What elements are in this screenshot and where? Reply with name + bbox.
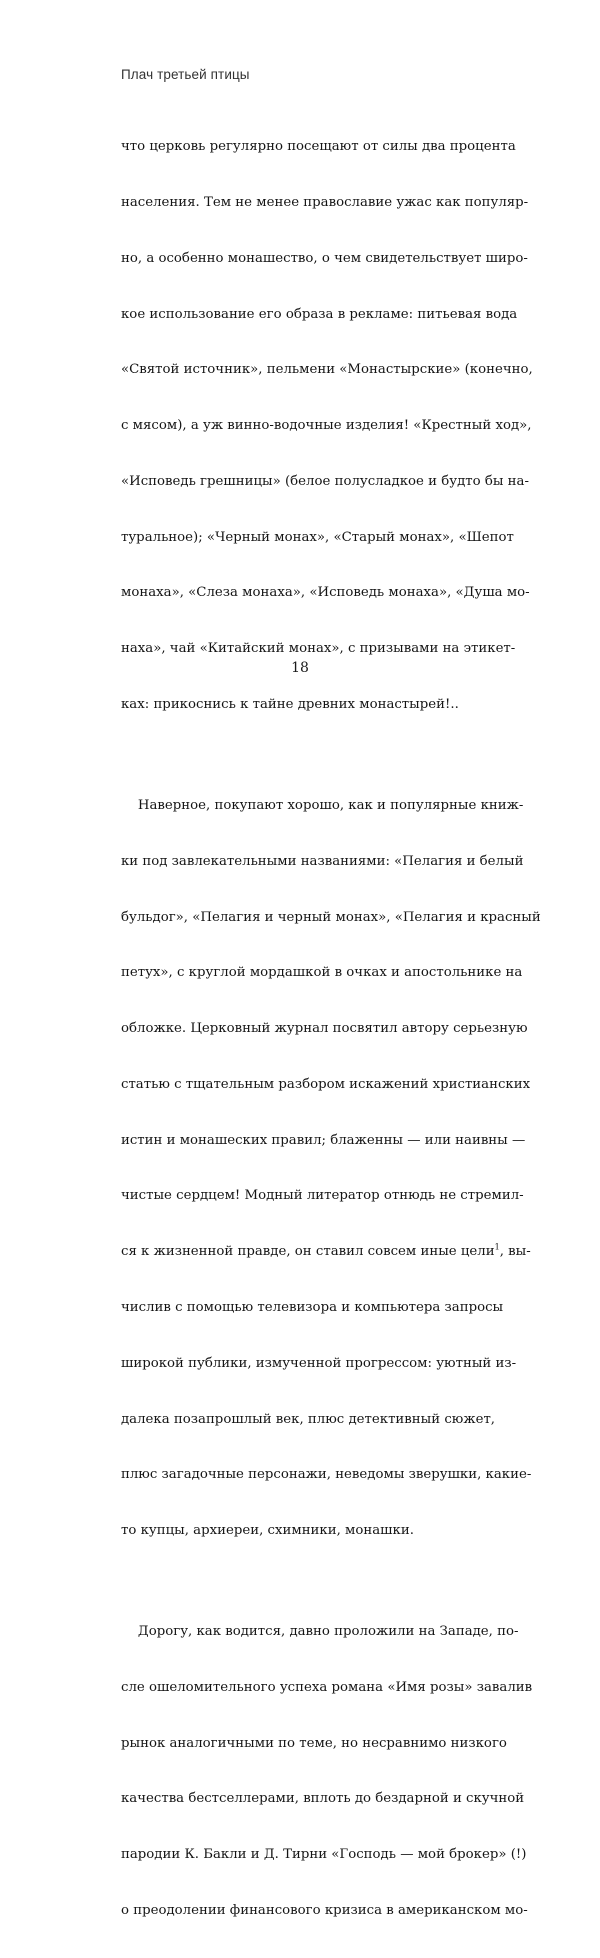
text-segment: ся к жизненной правде, он ставил совсем иные цели (121, 1244, 495, 1260)
paragraph-2 (121, 760, 541, 1578)
paragraph-1 (121, 101, 533, 752)
text-line-with-footnote (121, 1242, 531, 1262)
text-line: но, а особенно монашество, о чем свидетельствует широ- (121, 250, 528, 266)
text-line: обложке. Церковный журнал посвятил автору серьезную (121, 1021, 528, 1037)
text-line: ках: прикоснись к тайне древних монастырей!.. (121, 697, 459, 712)
text-line: Наверное, покупают хорошо, как и популярные книж- (121, 797, 524, 813)
text-line: монаха», «Слеза монаха», «Исповедь монаха», «Душа мо- (121, 585, 530, 601)
text-line: «Святой источник», пельмени «Монастырские» (конечно, (121, 362, 533, 378)
text-line: кое использование его образа в рекламе: питьевая вода (121, 306, 518, 322)
text-line: то купцы, архиереи, схимники, монашки. (121, 1523, 414, 1539)
text-line: плюс загадочные персонажи, неведомы зверушки, какие- (121, 1467, 532, 1483)
text-segment: , вы- (499, 1244, 531, 1260)
text-line: ки под завлекательными названиями: «Пелагия и белый (121, 853, 524, 869)
text-line: «Исповедь грешницы» (белое полусладкое и будто бы на- (121, 473, 529, 489)
text-line: с мясом), а уж винно-водочные изделия! «Крестный ход», (121, 418, 532, 434)
text-line: статью с тщательным разбором искажений христианских (121, 1076, 531, 1092)
text-line: сле ошеломительного успеха романа «Имя розы» завалив (121, 1679, 533, 1695)
body-text (121, 101, 541, 1958)
paragraph-3 (121, 1586, 533, 1958)
text-line: Дорогу, как водится, давно проложили на Западе, по- (121, 1624, 519, 1640)
text-line: широкой публики, измученной прогрессом: уютный из- (121, 1355, 517, 1371)
text-line: туральное); «Черный монах», «Старый монах», «Шепот (121, 529, 514, 545)
text-line: чистые сердцем! Модный литератор отнюдь не стремил- (121, 1188, 524, 1204)
text-line: о преодолении финансового кризиса в американском мо- (121, 1903, 528, 1918)
page-number: 18 (291, 660, 309, 676)
text-line: наха», чай «Китайский монах», с призывами на этикет- (121, 641, 516, 657)
text-line: пародии К. Бакли и Д. Тирни «Господь — мой брокер» (!) (121, 1847, 527, 1863)
running-head: Плач третьей птицы (121, 67, 250, 82)
text-line: далека позапрошлый век, плюс детективный сюжет, (121, 1411, 496, 1427)
text-line: числив с помощью телевизора и компьютера запросы (121, 1300, 504, 1315)
text-line: что церковь регулярно посещают от силы два процента (121, 139, 516, 155)
text-line: качества бестселлерами, вплоть до бездарной и скучной (121, 1791, 525, 1807)
text-line: истин и монашеских правил; блаженны — или наивны — (121, 1132, 526, 1148)
text-line: рынок аналогичными по теме, но несравнимо низкого (121, 1735, 507, 1751)
text-line: бульдог», «Пелагия и черный монах», «Пелагия и красный (121, 909, 541, 925)
footnote-reference[interactable]: 1 (494, 1242, 500, 1252)
text-line: петух», с круглой мордашкой в очках и апостольнике на (121, 965, 523, 981)
text-line: населения. Тем не менее православие ужас как популяр- (121, 194, 529, 210)
